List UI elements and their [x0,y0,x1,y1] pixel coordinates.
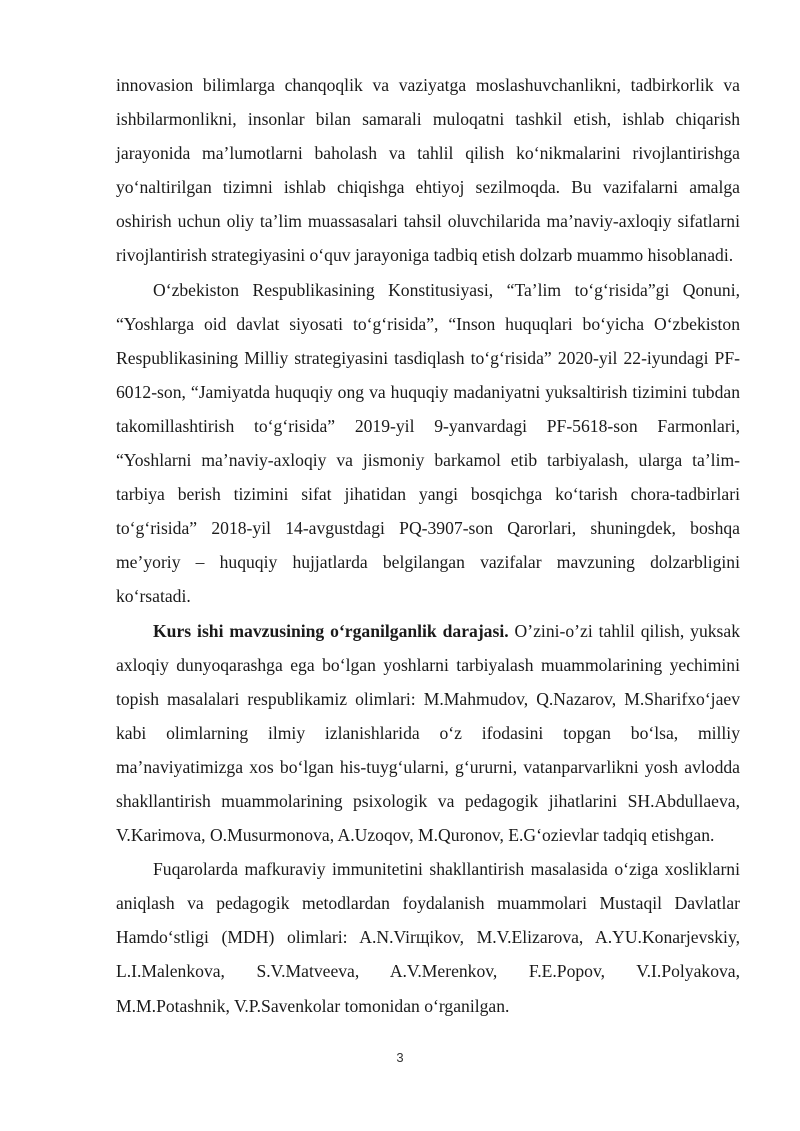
paragraph-study-level [116,614,740,853]
paragraph-legal-framework [116,273,740,614]
paragraph-text: O’zini-o’zi tahlil qilish, yuksak axloqiy dunyoqarashga ega bo‘lgan yoshlarni tarbiyalash muammolarining yechimini topish masalalari respublikamiz olimlari: M.Mahmudov, Q.Nazarov, M.Sharifxo‘jaev kabi olimlarning ilmiy izlanishlarida o‘z ifodasini topgan bo‘lsa, milliy ma’naviyatimizga xos bo‘lgan his-tuyg‘ularni, g‘ururni, vatanparvarlikni yosh avlodda shakllantirish muammolarining psixologik va pedagogik jihatlarini SH.Abdullaeva, V.Karimova, O.Musurmonova, A.Uzoqov, M.Quronov, E.G‘ozievlar tadqiq etishgan. [116,620,740,846]
paragraph-text: innovasion bilimlarga chanqoqlik va vaziyatga moslashuvchanlikni, tadbirkorlik va ishbilarmonlikni, insonlar bilan samarali muloqatni tashkil etish, ishlab chiqarish jarayonida ma’lumotlarni baholash va tahlil qilish ko‘nikmalarini rivojlantirishga yo‘naltirilgan tizimni ishlab chiqishga ehtiyoj sezilmoqda. Bu vazifalarni amalga oshirish uchun oliy ta’lim muassasalari tahsil oluvchilarida ma’naviy-axloqiy sifatlarni rivojlantirish strategiyasini o‘quv jarayoniga tadbiq etish dolzarb muammo hisoblanadi. [116,75,740,266]
paragraph-text: O‘zbekiston Respublikasining Konstitusiyasi, “Ta’lim to‘g‘risida”gi Qonuni, “Yoshlarga oid davlat siyosati to‘g‘risida”, “Inson huquqlari bo‘yicha O‘zbekiston Respublikasining Milliy strategiyasini tasdiqlash to‘g‘risida” 2020-yil 22-iyundagi PF-6012-son, “Jamiyatda huquqiy ong va huquqiy madaniyatni yuksaltirish tizimini tubdan takomillashtirish to‘g‘risida” 2019-yil 9-yanvardagi PF-5618-son Farmonlari, “Yoshlarni ma’naviy-axloqiy va jismoniy barkamol etib tarbiyalash, ularga ta’lim-tarbiya berish tizimini sifat jihatidan yangi bosqichga ko‘tarish chora-tadbirlari to‘g‘risida” 2018-yil 14-avgustdagi PQ-3907-son Qarorlari, shuningdek, boshqa me’yoriy – huquqiy hujjatlarda belgilangan vazifalar mavzuning dolzarbligini ko‘rsatadi. [116,279,740,607]
paragraph-bold-heading: Kurs ishi mavzusining o‘rganilganlik darajasi. [153,620,509,641]
page-number: 3 [396,1050,404,1065]
paragraph-cis-scholars [116,852,740,1022]
document-body [116,68,740,1023]
paragraph-text: Fuqarolarda mafkuraviy immunitetini shakllantirish masalasida o‘ziga xosliklarni aniqlash va pedagogik metodlardan foydalanish muammolari Mustaqil Davlatlar Hamdo‘stligi (MDH) olimlari: A.N.Virщikov, M.V.Elizarova, A.YU.Konarjevskiy, L.I.Malenkova, S.V.Matveeva, A.V.Merenkov, F.E.Popov, V.I.Polyakova, M.M.Potashnik, V.P.Savenkolar tomonidan o‘rganilgan. [116,859,740,1016]
paragraph-intro-continuation [116,68,740,273]
